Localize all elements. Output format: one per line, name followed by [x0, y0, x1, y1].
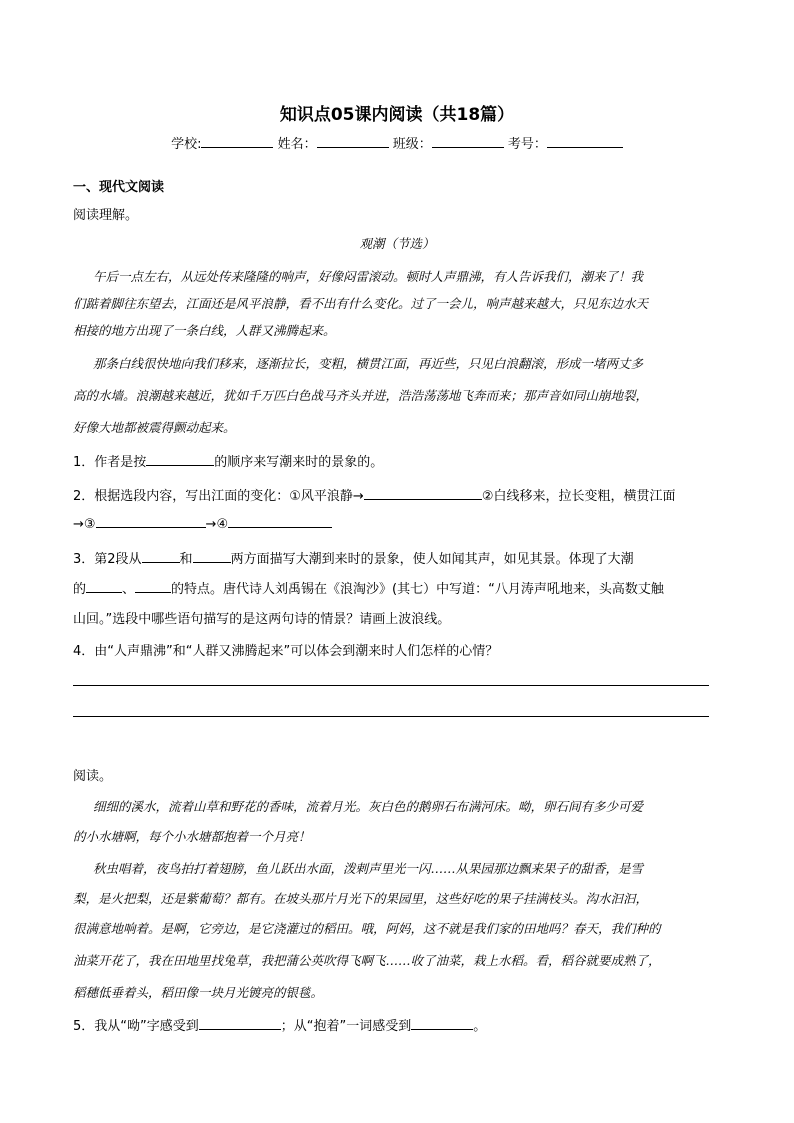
- passage-line: 高的水墙。浪潮越来越近，犹如千万匹白色战马齐头并进，浩浩荡荡地飞奔而来；那声音如同山崩地裂，: [73, 388, 649, 403]
- page-title: 知识点05课内阅读（共18篇）: [279, 105, 515, 125]
- question-4: 4．由“人声鼎沸”和“人群又沸腾起来”可以体会到潮来时人们怎样的心情？: [73, 644, 499, 659]
- class-blank[interactable]: [432, 135, 504, 148]
- school-blank[interactable]: [201, 135, 273, 148]
- passage-line: 梨，是火把梨，还是紫葡萄？都有。在坡头那片月光下的果园里，这些好吃的果子挂满枝头。沟水汩汩，: [73, 891, 649, 906]
- q2-text-c: →③: [73, 517, 96, 532]
- q2-blank-2[interactable]: [96, 515, 206, 528]
- q5-blank-1[interactable]: [199, 1017, 281, 1030]
- passage-line: 细细的溪水，流着山草和野花的香味，流着月光。灰白色的鹅卵石布满河床。呦，卵石间有多少可爱: [93, 799, 644, 814]
- question-3: [73, 548, 634, 567]
- q2-blank-1[interactable]: [364, 487, 482, 500]
- answer-line[interactable]: [73, 716, 709, 717]
- question-5: [73, 1015, 486, 1034]
- question-1: [73, 451, 383, 470]
- passage-line: 们踮着脚往东望去，江面还是风平浪静，看不出有什么变化。过了一会儿，响声越来越大，只见东边水天: [73, 296, 649, 311]
- name-blank[interactable]: [317, 135, 389, 148]
- passage-line: 的小水塘啊，每个小水塘都抱着一个月亮！: [73, 829, 311, 844]
- q5-text-a: 5．我从“呦”字感受到: [73, 1019, 199, 1034]
- class-label: 班级：: [392, 137, 432, 152]
- passage-line: 很满意地响着。是啊，它旁边，是它浇灌过的稻田。哦，阿妈，这不就是我们家的田地吗？春天，我们种的: [73, 921, 661, 936]
- q3-text-c: 两方面描写大潮到来时的景象，使人如闻其声，如见其景。体现了大潮: [230, 552, 634, 567]
- q3-blank-1[interactable]: [142, 550, 180, 563]
- q5-blank-2[interactable]: [411, 1017, 473, 1030]
- exam-no-blank[interactable]: [547, 135, 623, 148]
- q3-blank-2[interactable]: [193, 550, 231, 563]
- question-2-cont: [73, 515, 332, 532]
- q2-text-b: ②白线移来，拉长变粗，横贯江面: [481, 489, 676, 504]
- passage-line: 油菜开花了，我在田地里找兔草，我把蒲公英吹得飞啊飞……收了油菜，栽上水稻。看，稻谷就要成熟了，: [73, 953, 661, 968]
- q3-text-d: 的: [73, 582, 87, 597]
- passage-line: 午后一点左右，从远处传来隆隆的响声，好像闷雷滚动。顿时人声鼎沸，有人告诉我们，潮来了！我: [93, 269, 644, 284]
- q5-text-b: ；从“抱着”一词感受到: [280, 1019, 412, 1034]
- passage-line: 相接的地方出现了一条白线，人群又沸腾起来。: [73, 323, 336, 338]
- q3-text-f: 的特点。唐代诗人刘禹锡在《浪淘沙》(其七）中写道：“八月涛声吼地来，头高数丈触: [171, 582, 664, 597]
- exam-no-label: 考号：: [507, 137, 547, 152]
- section-intro: 阅读。: [73, 769, 113, 784]
- passage-line: 秋虫唱着，夜鸟拍打着翅膀，鱼儿跃出水面，泼剌声里光一闪……从果园那边飘来果子的甜香，是雪: [93, 861, 644, 876]
- q2-blank-3[interactable]: [228, 515, 332, 528]
- section-intro: 阅读理解。: [73, 208, 139, 223]
- passage-line: 那条白线很快地向我们移来，逐渐拉长，变粗，横贯江面，再近些，只见白浪翻滚，形成一堵两丈多: [93, 356, 644, 371]
- school-label: 学校:: [171, 137, 202, 152]
- answer-line[interactable]: [73, 685, 709, 686]
- q3-text-a: 3．第2段从: [73, 552, 142, 567]
- passage-line: 好像大地都被震得颤动起来。: [73, 420, 236, 435]
- q2-text-d: →④: [205, 517, 229, 532]
- question-3-cont: [73, 578, 664, 597]
- q3-blank-3[interactable]: [86, 580, 122, 593]
- question-3-cont: 山回。”选段中哪些语句描写的是这两句诗的情景？请画上波浪线。: [73, 612, 451, 627]
- passage-title: 观潮（节选）: [359, 236, 435, 251]
- q2-text-a: 2．根据选段内容，写出江面的变化：①风平浪静→: [73, 489, 364, 504]
- passage-line: 稻穗低垂着头，稻田像一块月光镀亮的银毯。: [73, 985, 324, 1000]
- q1-blank[interactable]: [146, 453, 214, 466]
- student-info-line: [0, 133, 794, 152]
- q1-text-b: 的顺序来写潮来时的景象的。: [214, 455, 384, 470]
- q5-text-c: 。: [473, 1019, 487, 1034]
- name-label: 姓名：: [277, 137, 317, 152]
- q3-text-b: 和: [179, 552, 193, 567]
- section-heading: 一、现代文阅读: [73, 180, 165, 195]
- question-2: [73, 485, 675, 504]
- q3-blank-4[interactable]: [135, 580, 171, 593]
- q3-text-e: 、: [122, 582, 136, 597]
- q1-text-a: 1．作者是按: [73, 455, 147, 470]
